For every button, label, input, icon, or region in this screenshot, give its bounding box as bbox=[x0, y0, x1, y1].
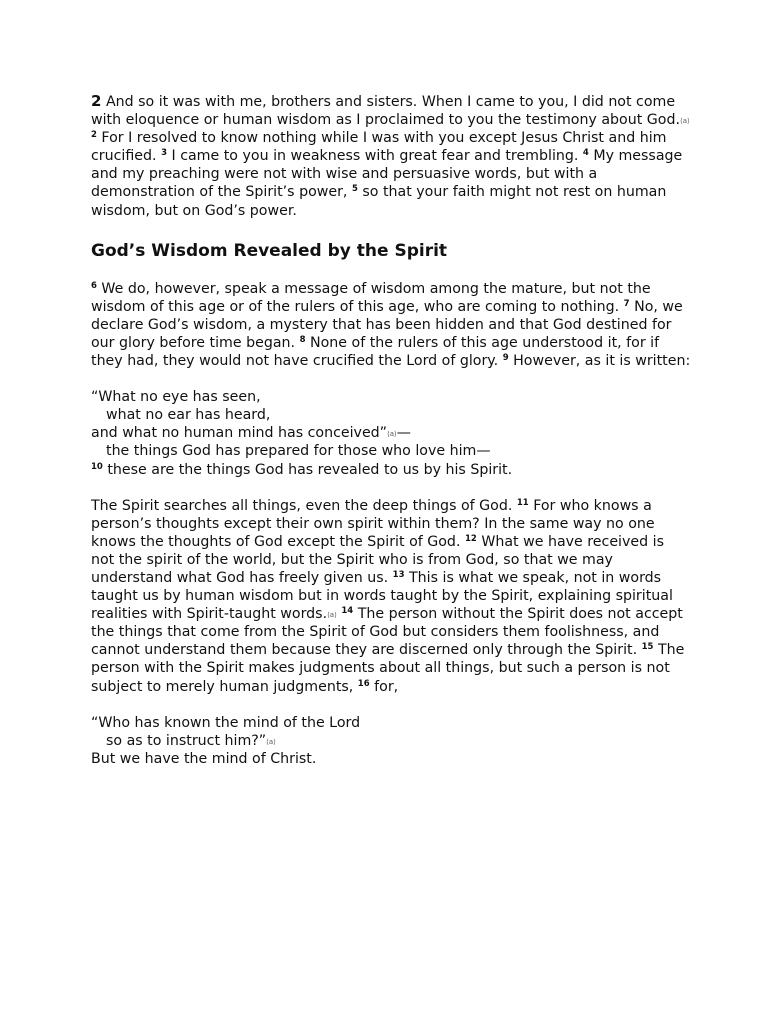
verse-number: 2 bbox=[91, 130, 97, 141]
verse-number: 16 bbox=[357, 678, 370, 689]
footnote-marker-icon[interactable]: ⟨a⟩ bbox=[387, 430, 397, 439]
poem-line: But we have the mind of Christ. bbox=[91, 750, 317, 767]
poem-line: “Who has known the mind of the Lord bbox=[91, 714, 361, 731]
verse-6-text: We do, however, speak a message of wisdom among the mature, but not the wisdom of this age or of the rulers of this age, who are coming to nothing. bbox=[91, 280, 651, 315]
spacer bbox=[91, 696, 691, 714]
spacer bbox=[91, 479, 691, 497]
verse-8-text: None of the rulers of this age understood it, for if they had, they would not have crucified the Lord of glory. bbox=[91, 334, 660, 370]
verse-number: 11 bbox=[516, 497, 529, 508]
chapter-number: 2 bbox=[91, 92, 102, 110]
poem-line bbox=[91, 732, 691, 750]
verse-5-text: so that your faith might not rest on human wisdom, but on God’s power. bbox=[91, 184, 667, 219]
verse-number: 3 bbox=[161, 148, 167, 159]
verse-number: 12 bbox=[464, 533, 477, 544]
verse-number: 8 bbox=[299, 334, 306, 345]
verse-number: 10 bbox=[91, 461, 103, 472]
footnote-marker-icon[interactable]: ⟨a⟩ bbox=[327, 611, 337, 620]
poem-line: “What no eye has seen, bbox=[91, 389, 261, 406]
section-heading: God’s Wisdom Revealed by the Spirit bbox=[91, 240, 448, 261]
verse-number: 14 bbox=[341, 606, 354, 617]
verse-11-text: For who knows a person’s thoughts except their own spirit within them? In the same way no one knows the thoughts of God except the Spirit of God. bbox=[91, 497, 655, 550]
verse-3-text: I came to you in weakness with great fear and trembling. bbox=[166, 148, 583, 165]
poem-line bbox=[91, 461, 691, 479]
poem-line: what no ear has heard, bbox=[106, 407, 271, 424]
verse-2-text: For I resolved to know nothing while I was with you except Jesus Christ and him crucified. bbox=[91, 130, 667, 165]
poem-line-text: and what no human mind has conceived” bbox=[91, 425, 388, 442]
verse-1-text: And so it was with me, brothers and sisters. When I came to you, I did not come with eloquence or human wisdom as I proclaimed to you the testimony about God. bbox=[91, 94, 680, 129]
document-body bbox=[91, 92, 691, 768]
poem-line-text: so as to instruct him?” bbox=[106, 732, 267, 749]
verse-12-text: What we have received is not the spirit of the world, but the Spirit who is from God, so that we may understand what God has freely given us. bbox=[91, 533, 664, 586]
poetry-quote-1 bbox=[91, 388, 691, 478]
verse-number: 15 bbox=[641, 642, 654, 653]
verse-13-text: This is what we speak, not in words taught us by human wisdom but in words taught by the Spirit, explaining spiritual realities with Spirit-taught words. bbox=[91, 569, 673, 623]
verse-number: 4 bbox=[582, 148, 589, 159]
footnote-marker-icon[interactable]: ⟨a⟩ bbox=[266, 737, 276, 746]
verse-10-text: these are the things God has revealed to us by his Spirit. bbox=[102, 461, 513, 478]
verse-15-text: The person with the Spirit makes judgments about all things, but such a person is not subject to merely human judgments, bbox=[91, 642, 685, 695]
poem-line bbox=[91, 424, 691, 442]
poem-line-dash: — bbox=[396, 425, 411, 442]
paragraph-verses-6-9 bbox=[91, 280, 691, 370]
verse-10-continued-text: The Spirit searches all things, even the deep things of God. bbox=[91, 497, 517, 514]
verse-number: 9 bbox=[502, 353, 509, 364]
paragraph-verses-1-5 bbox=[91, 92, 691, 220]
verse-number: 7 bbox=[623, 298, 630, 309]
spacer bbox=[91, 370, 691, 388]
verse-number: 5 bbox=[351, 184, 358, 195]
poem-line: the things God has prepared for those who love him— bbox=[106, 443, 491, 460]
verse-14-text: The person without the Spirit does not accept the things that come from the Spirit of God but considers them foolishness, and cannot understand them because they are discerned only through the Spirit. bbox=[91, 606, 683, 659]
footnote-marker-icon[interactable]: ⟨a⟩ bbox=[679, 117, 690, 126]
verse-number: 6 bbox=[91, 280, 97, 291]
verse-number: 13 bbox=[392, 569, 405, 580]
verse-16-text: for, bbox=[369, 678, 399, 695]
verse-7-text: No, we declare God’s wisdom, a mystery that has been hidden and that God destined for our glory before time began. bbox=[91, 298, 683, 351]
paragraph-verses-10-16 bbox=[91, 497, 691, 696]
poetry-quote-2 bbox=[91, 714, 691, 768]
verse-9-text: However, as it is written: bbox=[508, 353, 691, 370]
verse-4-text: My message and my preaching were not with wise and persuasive words, but with a demonstration of the Spirit’s power, bbox=[91, 148, 683, 201]
